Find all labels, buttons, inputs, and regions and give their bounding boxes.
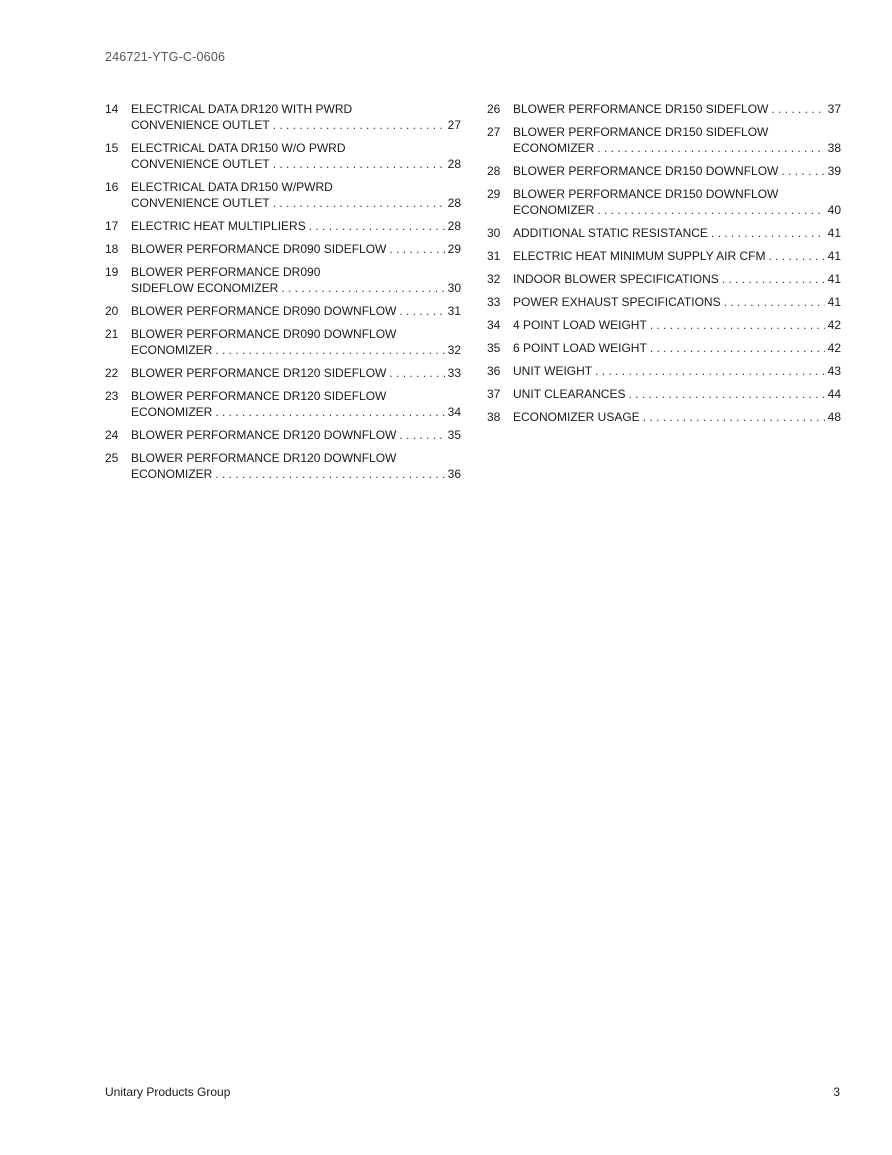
toc-entry[interactable] xyxy=(105,101,461,133)
toc-entry-line xyxy=(131,156,461,172)
toc-entry-body xyxy=(131,326,461,358)
toc-entry-title: ECONOMIZER xyxy=(513,141,595,155)
toc-entry[interactable] xyxy=(487,340,841,356)
toc-entry-body xyxy=(131,264,461,296)
toc-entry-line xyxy=(131,280,461,296)
toc-leader-dots xyxy=(273,117,445,133)
toc-entry-number: 29 xyxy=(487,187,501,201)
toc-entry-title-line1: BLOWER PERFORMANCE DR090 xyxy=(131,265,321,279)
toc-entry-page: 30 xyxy=(447,281,461,295)
toc-entry-title: ECONOMIZER xyxy=(131,343,213,357)
toc-entry-number: 30 xyxy=(487,226,501,240)
toc-entry[interactable] xyxy=(487,163,841,179)
toc-entry[interactable] xyxy=(105,218,461,234)
toc-entry-number: 36 xyxy=(487,364,501,378)
toc-entry-number: 27 xyxy=(487,125,501,139)
toc-entry[interactable] xyxy=(487,386,841,402)
toc-leader-dots xyxy=(273,156,445,172)
toc-entry-number: 20 xyxy=(105,304,119,318)
toc-entry[interactable] xyxy=(105,388,461,420)
toc-entry-body xyxy=(513,386,841,402)
toc-entry-number: 37 xyxy=(487,387,501,401)
toc-leader-dots xyxy=(724,294,825,310)
toc-entry-line xyxy=(513,140,841,156)
toc-entry-line xyxy=(131,342,461,358)
toc-entry-title: UNIT CLEARANCES xyxy=(513,387,626,401)
toc-entry-line xyxy=(131,241,461,257)
toc-entry-line xyxy=(513,101,841,117)
toc-entry[interactable] xyxy=(487,294,841,310)
toc-entry[interactable] xyxy=(105,241,461,257)
toc-entry-number: 38 xyxy=(487,410,501,424)
toc-leader-dots xyxy=(281,280,444,296)
document-id: 246721-YTG-C-0606 xyxy=(105,50,226,64)
toc-entry-page: 32 xyxy=(447,343,461,357)
toc-entry-title: ECONOMIZER xyxy=(513,203,595,217)
toc-entry[interactable] xyxy=(487,186,841,218)
toc-entry-title: INDOOR BLOWER SPECIFICATIONS xyxy=(513,272,719,286)
footer-company: Unitary Products Group xyxy=(105,1085,231,1099)
toc-leader-dots xyxy=(595,363,825,379)
toc-entry-title: 4 POINT LOAD WEIGHT xyxy=(513,318,647,332)
toc-leader-dots xyxy=(771,101,824,117)
toc-entry-line xyxy=(513,340,841,356)
toc-entry-body xyxy=(513,124,841,156)
toc-entry-body xyxy=(131,218,461,234)
toc-entry-page: 34 xyxy=(447,405,461,419)
toc-entry-body xyxy=(513,317,841,333)
toc-entry-body xyxy=(513,225,841,241)
toc-entry-body xyxy=(131,365,461,381)
toc-entry-body xyxy=(513,101,841,117)
toc-leader-dots xyxy=(768,248,824,264)
toc-entry-line xyxy=(131,466,461,482)
toc-entry-title: UNIT WEIGHT xyxy=(513,364,593,378)
toc-entry-page: 40 xyxy=(827,203,841,217)
toc-entry-line xyxy=(513,409,841,425)
toc-entry-title-line1: BLOWER PERFORMANCE DR090 DOWNFLOW xyxy=(131,327,397,341)
toc-entry-page: 31 xyxy=(447,304,461,318)
toc-entry-line xyxy=(513,202,841,218)
toc-entry-number: 26 xyxy=(487,102,501,116)
toc-entry-number: 22 xyxy=(105,366,119,380)
toc-entry-number: 24 xyxy=(105,428,119,442)
toc-entry-page: 36 xyxy=(447,467,461,481)
toc-entry-number: 31 xyxy=(487,249,501,263)
toc-entry-line xyxy=(513,271,841,287)
toc-entry-line xyxy=(513,248,841,264)
toc-leader-dots xyxy=(650,317,825,333)
toc-entry-title-line1: BLOWER PERFORMANCE DR150 DOWNFLOW xyxy=(513,187,779,201)
toc-leader-dots xyxy=(309,218,445,234)
toc-entry-body xyxy=(513,186,841,218)
toc-entry-line xyxy=(513,363,841,379)
toc-entry-page: 29 xyxy=(447,242,461,256)
toc-entry-line xyxy=(131,365,461,381)
toc-entry-page: 35 xyxy=(447,428,461,442)
toc-entry-line xyxy=(131,218,461,234)
toc-entry-number: 14 xyxy=(105,102,119,116)
toc-entry-body xyxy=(131,450,461,482)
toc-entry[interactable] xyxy=(105,365,461,381)
toc-leader-dots xyxy=(399,427,444,443)
toc-entry[interactable] xyxy=(105,303,461,319)
toc-entry-title: CONVENIENCE OUTLET xyxy=(131,157,270,171)
toc-leader-dots xyxy=(597,202,824,218)
toc-entry-title: 6 POINT LOAD WEIGHT xyxy=(513,341,647,355)
toc-entry[interactable] xyxy=(105,427,461,443)
toc-leader-dots xyxy=(628,386,824,402)
toc-entry-title: ADDITIONAL STATIC RESISTANCE xyxy=(513,226,708,240)
toc-entry-page: 41 xyxy=(827,272,841,286)
toc-entry-line xyxy=(513,225,841,241)
toc-entry-body xyxy=(131,140,461,172)
toc-entry-title-line1: ELECTRICAL DATA DR150 W/PWRD xyxy=(131,180,333,194)
toc-entry-body xyxy=(513,340,841,356)
toc-entry-body xyxy=(131,388,461,420)
toc-entry[interactable] xyxy=(105,326,461,358)
toc-entry-body xyxy=(513,248,841,264)
toc-leader-dots xyxy=(389,241,444,257)
toc-entry-title: BLOWER PERFORMANCE DR120 SIDEFLOW xyxy=(131,366,387,380)
toc-entry-page: 33 xyxy=(447,366,461,380)
toc-entry-title: BLOWER PERFORMANCE DR120 DOWNFLOW xyxy=(131,428,397,442)
toc-leader-dots xyxy=(597,140,824,156)
toc-entry[interactable] xyxy=(487,363,841,379)
toc-leader-dots xyxy=(643,409,825,425)
toc-entry[interactable] xyxy=(105,264,461,296)
toc-column-left xyxy=(105,101,461,489)
toc-entry-page: 28 xyxy=(447,157,461,171)
toc-leader-dots xyxy=(389,365,444,381)
toc-entry-title-line1: ELECTRICAL DATA DR120 WITH PWRD xyxy=(131,102,353,116)
toc-entry-page: 48 xyxy=(827,410,841,424)
toc-entry[interactable] xyxy=(105,450,461,482)
toc-entry-title: CONVENIENCE OUTLET xyxy=(131,196,270,210)
toc-leader-dots xyxy=(711,225,825,241)
toc-entry-title-line1: BLOWER PERFORMANCE DR150 SIDEFLOW xyxy=(513,125,769,139)
toc-entry[interactable] xyxy=(487,317,841,333)
toc-entry-body xyxy=(513,294,841,310)
toc-entry-title: BLOWER PERFORMANCE DR090 SIDEFLOW xyxy=(131,242,387,256)
toc-entry-page: 28 xyxy=(447,219,461,233)
toc-entry-title: SIDEFLOW ECONOMIZER xyxy=(131,281,279,295)
toc-entry-title: POWER EXHAUST SPECIFICATIONS xyxy=(513,295,721,309)
toc-entry-line xyxy=(513,163,841,179)
toc-entry-page: 27 xyxy=(447,118,461,132)
toc-entry-number: 19 xyxy=(105,265,119,279)
toc-leader-dots xyxy=(650,340,825,356)
toc-entry-line xyxy=(131,195,461,211)
toc-entry-line xyxy=(131,117,461,133)
toc-entry-number: 18 xyxy=(105,242,119,256)
toc-entry-page: 39 xyxy=(827,164,841,178)
toc-entry-body xyxy=(131,179,461,211)
toc-entry-page: 41 xyxy=(827,226,841,240)
toc-entry-body xyxy=(513,163,841,179)
toc-entry-number: 21 xyxy=(105,327,119,341)
toc-column-right xyxy=(487,101,841,432)
toc-leader-dots xyxy=(273,195,445,211)
toc-entry-body xyxy=(513,409,841,425)
toc-entry-line xyxy=(131,427,461,443)
toc-entry-page: 42 xyxy=(827,341,841,355)
toc-entry-title: ELECTRIC HEAT MULTIPLIERS xyxy=(131,219,306,233)
toc-entry-title: ECONOMIZER xyxy=(131,405,213,419)
toc-entry-body xyxy=(131,427,461,443)
toc-entry[interactable] xyxy=(105,179,461,211)
toc-entry-page: 38 xyxy=(827,141,841,155)
toc-entry-number: 32 xyxy=(487,272,501,286)
toc-leader-dots xyxy=(215,342,444,358)
toc-entry[interactable] xyxy=(487,271,841,287)
toc-entry-title: BLOWER PERFORMANCE DR150 DOWNFLOW xyxy=(513,164,779,178)
toc-entry-title-line1: BLOWER PERFORMANCE DR120 SIDEFLOW xyxy=(131,389,387,403)
toc-leader-dots xyxy=(215,466,444,482)
toc-entry-number: 25 xyxy=(105,451,119,465)
toc-entry-page: 44 xyxy=(827,387,841,401)
toc-entry-line xyxy=(131,404,461,420)
toc-entry-page: 37 xyxy=(827,102,841,116)
toc-entry[interactable] xyxy=(105,140,461,172)
toc-entry-number: 34 xyxy=(487,318,501,332)
toc-entry-line xyxy=(513,386,841,402)
toc-entry-page: 43 xyxy=(827,364,841,378)
toc-entry-number: 16 xyxy=(105,180,119,194)
toc-entry-line xyxy=(513,294,841,310)
toc-entry-number: 33 xyxy=(487,295,501,309)
toc-entry[interactable] xyxy=(487,101,841,117)
toc-entry-page: 42 xyxy=(827,318,841,332)
toc-leader-dots xyxy=(215,404,444,420)
toc-entry-number: 23 xyxy=(105,389,119,403)
toc-entry-page: 28 xyxy=(447,196,461,210)
toc-entry-title: BLOWER PERFORMANCE DR150 SIDEFLOW xyxy=(513,102,769,116)
toc-leader-dots xyxy=(781,163,824,179)
toc-entry-line xyxy=(131,303,461,319)
toc-entry-body xyxy=(131,241,461,257)
toc-entry-title-line1: ELECTRICAL DATA DR150 W/O PWRD xyxy=(131,141,346,155)
toc-entry-number: 28 xyxy=(487,164,501,178)
toc-entry-title-line1: BLOWER PERFORMANCE DR120 DOWNFLOW xyxy=(131,451,397,465)
toc-entry-line xyxy=(513,317,841,333)
toc-entry-body xyxy=(513,363,841,379)
toc-entry-title: BLOWER PERFORMANCE DR090 DOWNFLOW xyxy=(131,304,397,318)
toc-entry[interactable] xyxy=(487,248,841,264)
toc-entry[interactable] xyxy=(487,409,841,425)
toc-entry-title: ELECTRIC HEAT MINIMUM SUPPLY AIR CFM xyxy=(513,249,766,263)
toc-entry-number: 17 xyxy=(105,219,119,233)
toc-leader-dots xyxy=(399,303,444,319)
toc-entry-page: 41 xyxy=(827,295,841,309)
toc-entry-body xyxy=(131,101,461,133)
footer-page-number: 3 xyxy=(833,1085,840,1099)
toc-entry-title: ECONOMIZER USAGE xyxy=(513,410,640,424)
toc-entry-title: CONVENIENCE OUTLET xyxy=(131,118,270,132)
toc-entry[interactable] xyxy=(487,124,841,156)
toc-entry-number: 15 xyxy=(105,141,119,155)
toc-entry-page: 41 xyxy=(827,249,841,263)
toc-leader-dots xyxy=(722,271,825,287)
toc-entry-body xyxy=(513,271,841,287)
toc-entry-title: ECONOMIZER xyxy=(131,467,213,481)
toc-entry-body xyxy=(131,303,461,319)
toc-entry-number: 35 xyxy=(487,341,501,355)
toc-entry[interactable] xyxy=(487,225,841,241)
